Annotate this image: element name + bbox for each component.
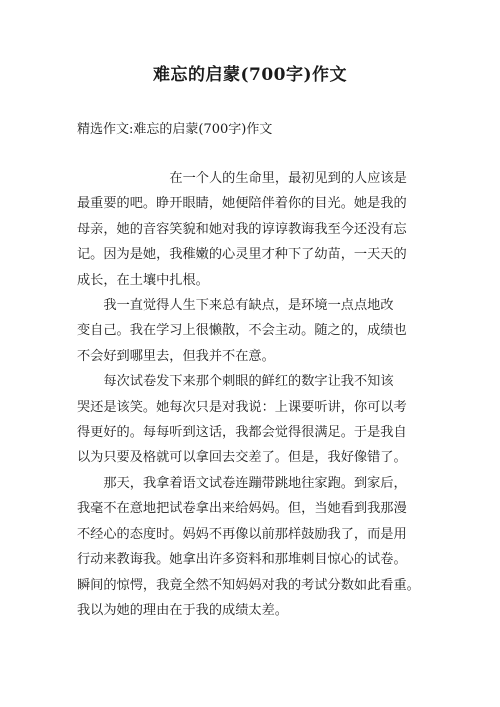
text-line: 我毫不在意地把试卷拿出来给妈妈。但，当她看到我那漫 <box>77 501 407 517</box>
text-line: 哭还是该笑。她每次只是对我说：上课要听讲，你可以考 <box>77 399 407 415</box>
text-line: 母亲，她的音容笑貌和她对我的谆谆教诲我至今还没有忘 <box>77 221 407 237</box>
text-line: 最重要的吧。睁开眼睛，她便陪伴着你的目光。她是我的 <box>77 196 407 212</box>
text-line: 那天，我拿着语文试卷连蹦带跳地往家跑。到家后， <box>103 475 407 491</box>
document-title: 难忘的启蒙(700字)作文 <box>152 65 348 85</box>
paragraph-2 <box>77 293 425 369</box>
text-line: 记。因为是她，我稚嫩的心灵里才种下了幼苗，一天天的 <box>77 247 407 263</box>
document-subtitle: 精选作文:难忘的启蒙(700字)作文 <box>77 122 273 137</box>
text-line: 得更好的。每每听到这话，我都会觉得很满足。于是我自 <box>77 425 407 441</box>
text-line: 瞬间的惊愕，我竟全然不知妈妈对我的考试分数如此看重。 <box>77 577 420 593</box>
text-line: 在一个人的生命里，最初见到的人应该是 <box>169 171 407 186</box>
text-line: 成长，在土壤中扎根。 <box>77 272 209 288</box>
text-line: 我一直觉得人生下来总有缺点，是环境一点点地改 <box>103 298 394 314</box>
text-line: 我以为她的理由在于我的成绩太差。 <box>77 602 288 618</box>
essay-body <box>77 166 425 623</box>
text-line: 不会好到哪里去，但我并不在意。 <box>77 348 275 364</box>
text-line: 变自己。我在学习上很懒散，不会主动。随之的，成绩也 <box>77 323 407 339</box>
text-line: 不经心的态度时。妈妈不再像以前那样鼓励我了，而是用 <box>77 526 407 542</box>
text-line: 行动来教诲我。她拿出许多资料和那堆刺目惊心的试卷。 <box>77 552 407 568</box>
text-line: 每次试卷发下来那个刺眼的鲜红的数字让我不知该 <box>103 374 394 390</box>
paragraph-1 <box>77 166 425 293</box>
paragraph-3 <box>77 369 425 471</box>
text-line: 以为只要及格就可以拿回去交差了。但是，我好像错了。 <box>77 450 407 466</box>
paragraph-4 <box>77 471 425 623</box>
